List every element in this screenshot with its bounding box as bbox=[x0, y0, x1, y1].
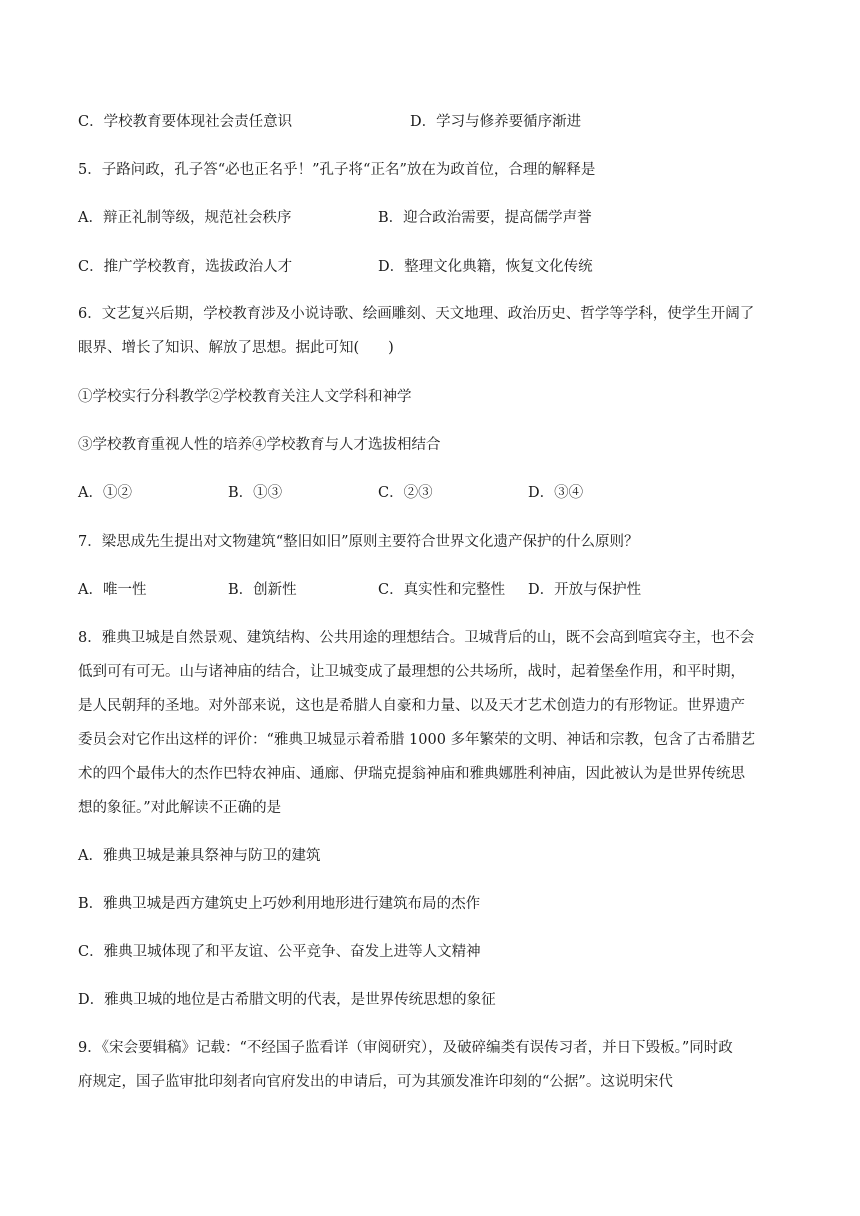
q7-option-a: A．唯一性 bbox=[78, 582, 147, 598]
q8-stem-line3: 是人民朝拜的圣地。对外部来说，这也是希腊人自豪和力量、以及天才艺术创造力的有形物证。世界遗产 bbox=[78, 698, 745, 714]
q6-items-line2: ③学校教育重视人性的培养④学校教育与人才选拔相结合 bbox=[78, 437, 441, 453]
q6-stem-line2: 眼界、增长了知识、解放了思想。据此可知( ) bbox=[78, 340, 394, 356]
q6-option-d: D．③④ bbox=[528, 485, 584, 501]
q9-stem-line1: 9．《宋会要辑稿》记载：“不经国子监看详（审阅研究），及破碎编类有误传习者，并日下毁板。”同时政 bbox=[78, 1040, 733, 1056]
q8-option-d: D．雅典卫城的地位是古希腊文明的代表，是世界传统思想的象征 bbox=[78, 992, 496, 1008]
q8-stem-line5: 术的四个最伟大的杰作巴特农神庙、通廊、伊瑞克提翁神庙和雅典娜胜利神庙，因此被认为是世界传统思 bbox=[78, 766, 745, 782]
q8-stem-line4: 委员会对它作出这样的评价：“雅典卫城显示着希腊 1000 多年繁荣的文明、神话和宗教，包含了古希腊艺 bbox=[78, 732, 756, 748]
q5-option-c: C．推广学校教育，选拔政治人才 bbox=[78, 259, 293, 275]
q7-stem: 7．梁思成先生提出对文物建筑“整旧如旧”原则主要符合世界文化遗产保护的什么原则？ bbox=[78, 534, 639, 550]
q5-option-b: B．迎合政治需要，提高儒学声誉 bbox=[378, 210, 592, 226]
q5-option-a: A．辩正礼制等级，规范社会秩序 bbox=[78, 210, 292, 226]
q7-option-d: D．开放与保护性 bbox=[528, 582, 642, 598]
q8-option-a: A．雅典卫城是兼具祭神与防卫的建筑 bbox=[78, 848, 321, 864]
q7-option-c: C．真实性和完整性 bbox=[378, 582, 506, 598]
q8-option-c: C．雅典卫城体现了和平友谊、公平竞争、奋发上进等人文精神 bbox=[78, 944, 481, 960]
q5-option-d: D．整理文化典籍，恢复文化传统 bbox=[378, 259, 593, 275]
q8-stem-line2: 低到可有可无。山与诸神庙的结合，让卫城变成了最理想的公共场所，战时，起着堡垒作用，和平时期， bbox=[78, 664, 745, 680]
q4-option-c: C．学校教育要体现社会责任意识 bbox=[78, 114, 293, 130]
q6-option-c: C．②③ bbox=[378, 485, 433, 501]
q4-option-d: D．学习与修养要循序渐进 bbox=[410, 114, 582, 130]
q5-stem: 5．子路问政，孔子答“必也正名乎！”孔子将“正名”放在为政首位，合理的解释是 bbox=[78, 162, 596, 178]
q6-items-line1: ①学校实行分科教学②学校教育关注人文学科和神学 bbox=[78, 389, 412, 405]
q8-stem-line1: 8．雅典卫城是自然景观、建筑结构、公共用途的理想结合。卫城背后的山，既不会高到喧宾夺主，也不会 bbox=[78, 630, 755, 646]
q8-stem-line6: 想的象征。”对此解读不正确的是 bbox=[78, 800, 282, 816]
q6-option-b: B．①③ bbox=[228, 485, 283, 501]
q8-option-b: B．雅典卫城是西方建筑史上巧妙利用地形进行建筑布局的杰作 bbox=[78, 896, 481, 912]
q6-option-a: A．①② bbox=[78, 485, 132, 501]
q7-option-b: B．创新性 bbox=[228, 582, 297, 598]
q6-stem-line1: 6．文艺复兴后期，学校教育涉及小说诗歌、绘画雕刻、天文地理、政治历史、哲学等学科，使学生开阔了 bbox=[78, 306, 755, 322]
q9-stem-line2: 府规定，国子监审批印刻者向官府发出的申请后，可为其颁发准许印刻的“公据”。这说明宋代 bbox=[78, 1074, 673, 1090]
